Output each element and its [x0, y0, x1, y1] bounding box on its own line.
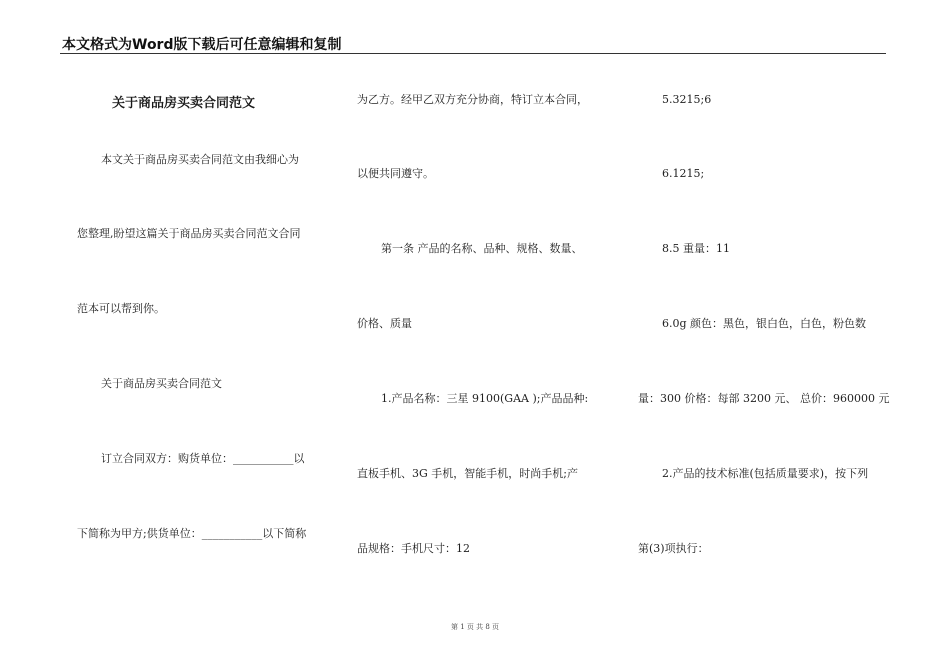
col3-line-3: 8.5 重量：11	[662, 242, 730, 255]
col2-line-7: 品规格：手机尺寸：12	[357, 542, 470, 555]
col2-line-5: 1.产品名称：三星 9100(GAA );产品品种:	[381, 392, 589, 405]
col2-line-6: 直板手机、3G 手机，智能手机，时尚手机;产	[357, 467, 578, 480]
document-title: 关于商品房买卖合同范文	[112, 96, 256, 111]
header-divider	[60, 53, 886, 54]
document-banner: 本文格式为Word版下载后可任意编辑和复制	[62, 37, 342, 53]
col2-line-3: 第一条 产品的名称、品种、规格、数量、	[381, 242, 583, 255]
col1-line-2: 您整理,盼望这篇关于商品房买卖合同范文合同	[77, 227, 301, 240]
col3-line-6: 2.产品的技术标准(包括质量要求)，按下列	[662, 467, 869, 480]
col2-line-1: 为乙方。经甲乙双方充分协商，特订立本合同，	[357, 93, 588, 106]
col2-line-4: 价格、质量	[357, 317, 412, 330]
col3-line-1: 5.3215;6	[662, 93, 712, 106]
col3-line-4: 6.0g 颜色：黑色，银白色，白色，粉色数	[662, 317, 867, 330]
page-number: 第 1 页 共 8 页	[450, 623, 500, 631]
col3-line-2: 6.1215;	[662, 167, 705, 180]
col1-line-4: 关于商品房买卖合同范文	[101, 377, 222, 390]
col3-line-5: 量：300 价格：每部 3200 元、 总价：960000 元	[638, 392, 890, 405]
col1-line-6: 下简称为甲方;供货单位：___________以下简称	[77, 527, 307, 540]
col2-line-2: 以便共同遵守。	[357, 167, 434, 180]
col3-line-7: 第(3)项执行：	[638, 542, 709, 555]
col1-line-1: 本文关于商品房买卖合同范文由我细心为	[101, 153, 299, 166]
col1-line-3: 范本可以帮到你。	[77, 302, 165, 315]
col1-line-5: 订立合同双方：购货单位：___________以	[101, 452, 305, 465]
